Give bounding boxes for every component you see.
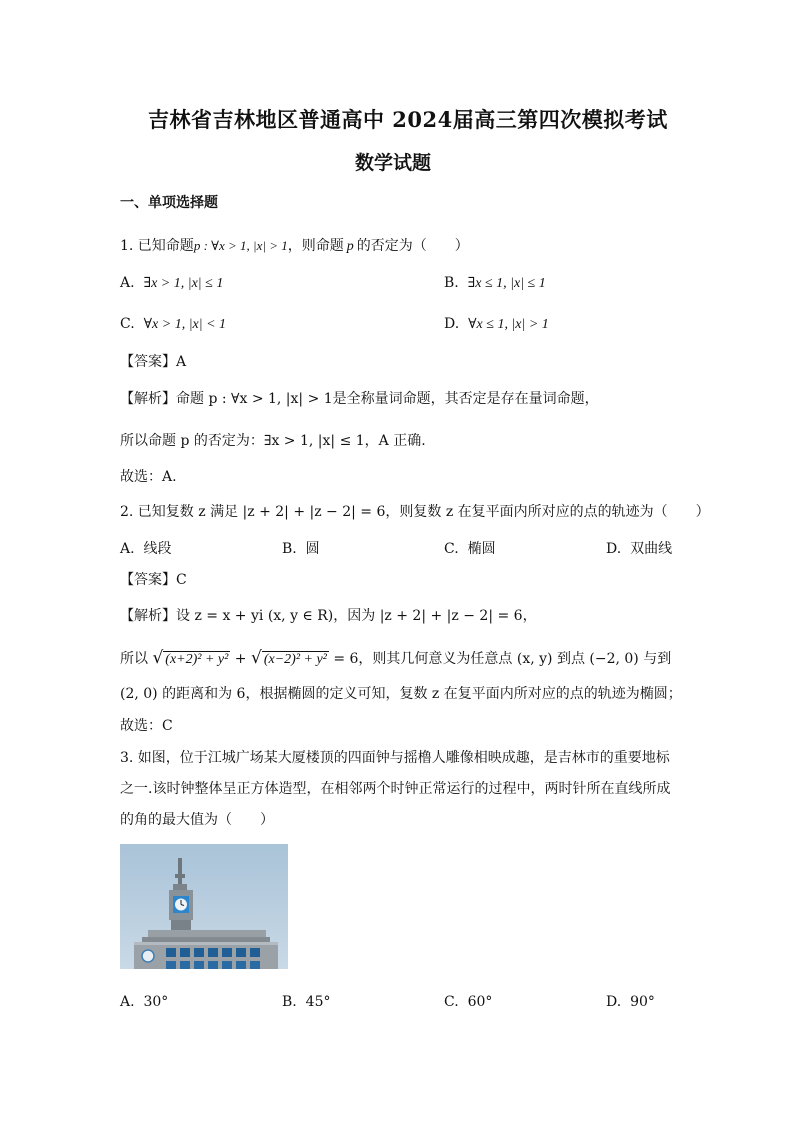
option-label: C. [444, 541, 459, 557]
option-text: ∃x > 1, |x| ≤ 1 [143, 276, 224, 291]
q1-option-d [444, 314, 549, 335]
analysis-text: 所以 [120, 651, 148, 667]
q1-option-b [444, 273, 546, 294]
option-label: A. [120, 994, 135, 1010]
q1-analysis-line-2: 所以命题 p 的否定为：∃x > 1, |x| ≤ 1，A 正确. [120, 433, 426, 449]
q2-option-c [444, 539, 496, 559]
q1-stem-mid: ，则命题 [287, 238, 344, 254]
sqrt-expression-2: √ (x−2)² + y² [250, 648, 327, 668]
q1-stem-math: p : ∀x > 1, |x| > 1 [193, 238, 288, 253]
q2-option-d [606, 539, 672, 559]
q2-analysis-line-3: (2, 0) 的距离和为 6，根据椭圆的定义可知，复数 z 在复平面内所对应的点的轨迹为椭圆； [120, 686, 682, 702]
q1-choose: 故选：A. [120, 469, 177, 485]
q1-option-c [120, 314, 226, 335]
plus-sign: + [234, 651, 247, 667]
q2-option-a [120, 539, 171, 559]
analysis-text: = 6，则其几何意义为任意点 (x, y) 到点 (−2, 0) 与到 [333, 651, 672, 667]
clock-tower-photo [120, 844, 288, 969]
question-2-stem: 2. 已知复数 z 满足 |z + 2| + |z − 2| = 6，则复数 z 在复平面内所对应的点的轨迹为（ ） [120, 504, 710, 520]
q1-answer: 【答案】A [120, 354, 187, 370]
q2-choose: 故选：C [120, 718, 173, 734]
radicand: (x+2)² + y² [165, 652, 229, 667]
analysis-tag: 【解析】 [120, 608, 176, 624]
option-text: ∀x > 1, |x| < 1 [143, 317, 227, 332]
option-text: 30° [143, 994, 169, 1010]
option-text: 90° [630, 994, 655, 1010]
q2-analysis-line-2 [120, 648, 671, 670]
option-label: B. [282, 994, 297, 1010]
option-text: ∃x ≤ 1, |x| ≤ 1 [467, 276, 546, 291]
analysis-text: 设 z = x + yi (x, y ∈ R)，因为 |z + 2| + |z − 2| = 6， [176, 608, 537, 624]
q1-stem-p: p [346, 239, 354, 254]
option-label: D. [606, 541, 622, 557]
question-3-line-3: 的角的最大值为（ ） [120, 812, 274, 828]
q1-stem-prefix: 1. 已知命题 [120, 238, 194, 254]
option-label: C. [120, 316, 135, 332]
q3-option-a [120, 992, 168, 1012]
option-label: C. [444, 994, 459, 1010]
option-label: D. [444, 316, 460, 332]
option-text: 线段 [143, 541, 172, 557]
page-subtitle: 数学试题 [355, 152, 432, 174]
clock-tower-image [120, 844, 288, 969]
q3-option-d [606, 992, 655, 1012]
page-title: 吉林省吉林地区普通高中 2024届高三第四次模拟考试 [148, 107, 668, 132]
question-3-line-1: 3. 如图，位于江城广场某大厦楼顶的四面钟与摇橹人雕像相映成趣，是吉林市的重要地标 [120, 750, 670, 766]
option-text: 45° [305, 994, 331, 1010]
radicand: (x−2)² + y² [263, 652, 327, 667]
analysis-text: 命题 p : ∀x > 1, |x| > 1是全称量词命题，其否定是存在量词命题， [176, 391, 599, 407]
analysis-tag: 【解析】 [120, 391, 176, 407]
q1-stem-suffix: 的否定为（ ） [356, 238, 469, 254]
q1-analysis-line-1 [120, 389, 599, 409]
question-1-stem [120, 236, 469, 257]
option-label: A. [120, 541, 135, 557]
q2-answer: 【答案】C [120, 572, 187, 588]
option-label: D. [606, 994, 622, 1010]
option-text: 椭圆 [467, 541, 496, 557]
q3-option-c [444, 992, 492, 1012]
option-text: ∀x ≤ 1, |x| > 1 [468, 317, 549, 332]
section-heading: 一、单项选择题 [120, 195, 218, 211]
q2-option-b [282, 539, 320, 559]
option-text: 双曲线 [630, 541, 673, 557]
option-label: B. [282, 541, 297, 557]
sqrt-expression-1: √ (x+2)² + y² [152, 648, 229, 668]
option-label: A. [120, 275, 135, 291]
q1-option-a [120, 273, 223, 294]
q3-option-b [282, 992, 330, 1012]
question-3-line-2: 之一.该时钟整体呈正方体造型，在相邻两个时钟正常运行的过程中，两时针所在直线所成 [120, 781, 671, 797]
option-text: 圆 [305, 541, 320, 557]
q2-analysis-line-1 [120, 606, 537, 626]
option-text: 60° [467, 994, 493, 1010]
option-label: B. [444, 275, 459, 291]
